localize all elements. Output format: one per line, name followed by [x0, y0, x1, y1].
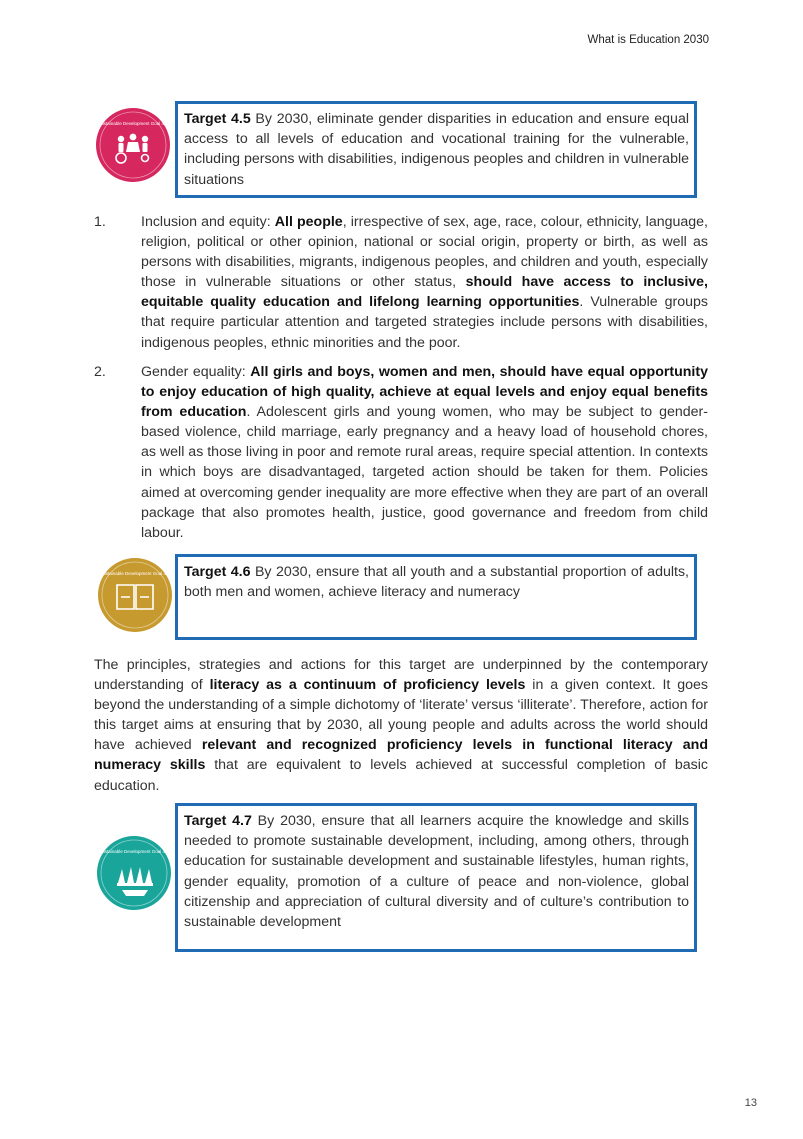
svg-text:Sustainable Development Goal 4: Sustainable Development Goal 4.6	[100, 571, 170, 576]
running-header: What is Education 2030	[587, 34, 709, 46]
svg-text:Sustainable Development Goal 4: Sustainable Development Goal 4.5	[98, 121, 168, 126]
list-number: 1.	[94, 214, 106, 230]
target-4-6-box	[175, 554, 697, 640]
target-text: By 2030, eliminate gender disparities in education and ensure equal access to all levels of education and vocational training for the vulnerable, including persons with disabilities, indigenous peoples and children in vulnerable situations	[184, 111, 689, 188]
target-label: Target 4.7	[184, 813, 252, 829]
svg-text:Sustainable Development Goal 4: Sustainable Development Goal 4.7	[99, 849, 169, 854]
sdg-target-4-6-badge	[97, 557, 173, 633]
principle-1: 1. Inclusion and equity: All people, irrespective of sex, age, race, colour, ethnicity, language, religion, political or other opinion, national or social origin, property or birth, as well as persons with disabilities, migrants, indigenous peoples, and children and youth, especially those in vulnerable situations or other status, should have access to inclusive, equitable quality education and lifelong learning opportunities. Vulnerable groups that require particular attention and targeted strategies include persons with disabilities, indigenous peoples, ethnic minorities and the poor.	[94, 214, 709, 351]
literacy-paragraph: The principles, strategies and actions for this target are underpinned by the contemporary understanding of literacy as a continuum of proficiency levels in a given context. It goes beyond the understanding of a simple dichotomy of ‘literate’ versus ‘illiterate’. Therefore, action for this target aims at ensuring that by 2030, all young people and adults across the world should have achieved relevant and recognized proficiency levels in functional literacy and numeracy skills that are equivalent to levels achieved at successful completion of basic education.	[94, 657, 708, 794]
principle-2: 2. Gender equality: All girls and boys, women and men, should have equal opportunity to enjoy education of high quality, achieve at equal levels and enjoy equal benefits from education. Adolescent girls and young women, who may be subject to gender-based violence, child marriage, early pregnancy and a heavy load of household chores, as well as those living in poor and remote rural areas, require special attention. In contexts in which boys are disadvantaged, targeted action should be taken for them. Policies aimed at overcoming gender inequality are more effective when they are part of an overall package that also promotes health, justice, good governance and freedom from child labour.	[94, 364, 709, 541]
sdg-target-4-7-badge	[96, 835, 172, 911]
target-4-7-box	[175, 803, 697, 952]
target-label: Target 4.5	[184, 111, 251, 127]
list-number: 2.	[94, 364, 106, 380]
target-text: By 2030, ensure that all youth and a substantial proportion of adults, both men and women, achieve literacy and numeracy	[184, 564, 689, 601]
target-label: Target 4.6	[184, 564, 251, 580]
sdg-target-4-5-badge	[95, 107, 171, 183]
target-4-5-box	[175, 101, 697, 198]
page-number: 13	[744, 1097, 757, 1109]
target-text: By 2030, ensure that all learners acquire the knowledge and skills needed to promote sustainable development, including, among others, through education for sustainable development and sustainable lifestyles, human rights, gender equality, promotion of a culture of peace and non-violence, global citizenship and appreciation of cultural diversity and of culture’s contribution to sustainable development	[184, 813, 689, 931]
